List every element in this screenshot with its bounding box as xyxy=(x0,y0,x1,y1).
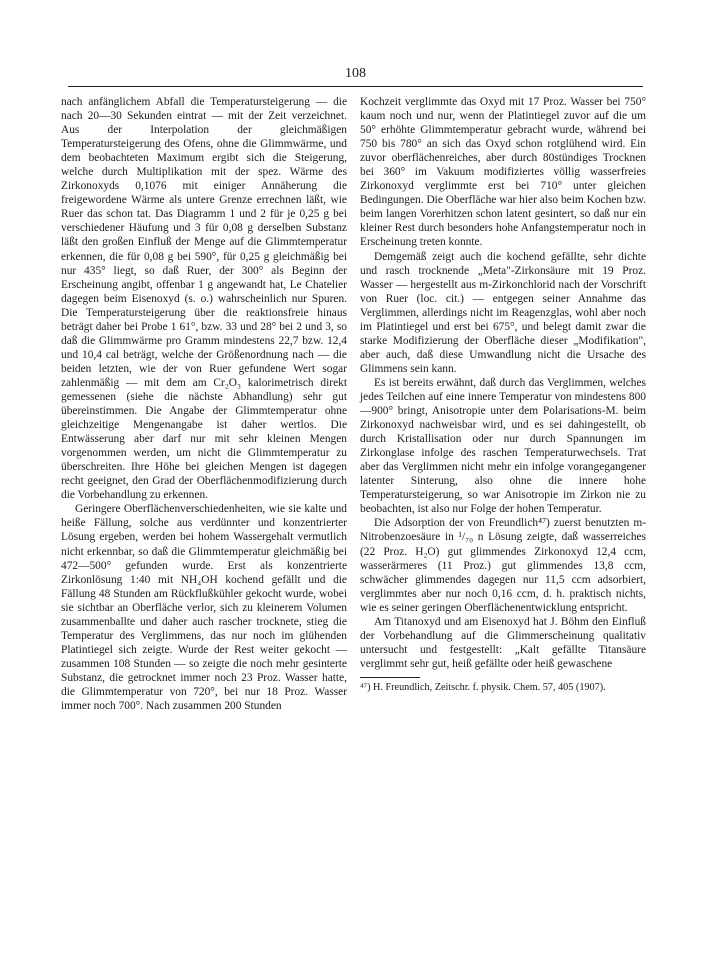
paragraph: Demgemäß zeigt auch die kochend gefällte, sehr dichte und rasch trocknende „Meta"-Zirkonsäure mit 19 Proz. Wasser — hergestellt aus m-Zirkonchlorid nach der Vorschrift von Ruer (loc. cit.) — entgegen seiner Annahme das Verglimmen, allerdings nicht im Reagenzglas, wohl aber noch im Platintiegel und erst bei 675°, und belegt damit zwar die starke Modifizierung der Oberfläche dieser „Modifikation", aber auch, daß diese Umwandlung nicht die Ursache des Glimmens sein kann. xyxy=(360,250,646,375)
page-number: 108 xyxy=(345,66,366,81)
footnote-rule xyxy=(360,677,420,678)
paragraph: Die Adsorption der von Freundlich⁴⁷) zuerst benutzten m-Nitrobenzoesäure in ¹/₇₀ n Lösung zeigte, daß wasserreiches (22 Proz. H₂O) gut glimmendes Zirkonoxyd 12,4 ccm, wasserärmeres (11 Proz.) gut glimmendes 13,8 ccm, schwächer glimmendes dagegen nur 11,5 ccm adsorbiert, verglimmtes aber nur noch 0,16 ccm, d. h. praktisch nichts, wie es seiner geringen Oberflächenentwicklung entspricht. xyxy=(360,517,646,614)
paragraph: Am Titanoxyd und am Eisenoxyd hat J. Böhm den Einfluß der Vorbehandlung auf die Glimmerscheinung qualitativ untersucht und festgestellt: „Kalt gefällte Titansäure verglimmt sehr gut, heiß gefällte oder heiß gewaschene xyxy=(360,615,646,670)
paragraph: Geringere Oberflächenverschiedenheiten, wie sie kalte und heiße Fällung, solche aus verdünnter und konzentrierter Lösung ergeben, werden bei hohem Wassergehalt vermutlich nicht erkennbar, so daß die Glimmtemperatur gleichmäßig bei 472—500° gefunden wurde. Erst als konzentrierte Zirkonlösung 1:40 mit NH₄OH kochend gefällt und die Fällung 48 Stunden am Rückflußkühler gekocht wurde, wobei sie sichtbar an Oberfläche verlor, sich zu kleinerem Volumen zusammenballte und daher auch rascher trocknete, stieg die Temperatur des Verglimmens, das nur noch im glühenden Platintiegel sich zeigte. Wurde der Rest weiter gekocht — zusammen 108 Stunden — so zeigte die noch mehr gesinterte Substanz, die getrocknet immer noch 23 Proz. Wasser hatte, die Glimmtemperatur von 720°, bei nur 18 Proz. Wasser immer noch 700°. Nach zusammen 200 Stunden xyxy=(61,503,347,713)
paragraph: nach anfänglichem Abfall die Temperatursteigerung — die nach 20—30 Sekunden eintrat — mit der Zeit verzeichnet. Aus der Interpolation der gleichmäßigen Temperatursteigerung des Ofens, ohne die Glimmwärme, und dem beobachteten Maximum ergibt sich die Steigerung, welche durch Multiplikation mit der spez. Wärme des Zirkonoxyds 0,1076 mit einiger Annäherung die freigewordene Wärme als untere Grenze errechnen läßt, wie Ruer das schon tat. Das Diagramm 1 und 2 für je 0,25 g bei verschiedener Häufung und 3 für 0,08 g derselben Substanz läßt den großen Einfluß der Menge auf die Glimmtemperatur erkennen, die für 0,08 g bei 590°, für 0,25 g gleichmäßig bei nur 435° liegt, so daß Ruer, der 300° als Beginn der Erscheinung angibt, offenbar 1 g angewandt hat, Le Chatelier dagegen beim Eisenoxyd (s. o.) wahrscheinlich nur Spuren. Die Temperatursteigerung über die reaktionsfreie hinaus beträgt daher bei Probe 1 61°, bzw. 33 und 28° bei 2 und 3, so daß die Glimmwärme pro Gramm mindestens 22,7 bzw. 12,4 und 10,4 cal beträgt, welche der Größenordnung nach — die beiden letzten, wie der von Ruer gefundene Wert sogar zahlenmäßig — mit dem am Cr₂O₃ kalorimetrisch direkt gemessenen (siehe die nächste Abhandlung) sehr gut übereinstimmen. Die Angabe der Glimmtemperatur ohne gleichzeitige Mengenangabe ist daher wertlos. Die Entwässerung aber darf nur mit sehr kleinen Mengen vorgenommen werden, um nicht die Glimmtemperatur zu überschreiten. Ihre Höhe bei gleichen Mengen ist dagegen recht geeignet, den Grad der Oberflächenmodifizierung durch die Vorbehandlung zu erkennen. xyxy=(61,96,347,502)
right-column xyxy=(360,95,646,694)
paragraph: Es ist bereits erwähnt, daß durch das Verglimmen, welches jedes Teilchen auf eine innere Temperatur von mindestens 800—900° bringt, Anisotropie unter dem Polarisations-M. beim Zirkonoxyd nachweisbar wird, und es sei dahingestellt, ob durch Kristallisation oder nur durch Spannungen im Zirkonglase infolge des raschen Temperaturwechsels. Trat aber das Verglimmen nicht mehr ein infolge vorangegangener latenter Sinterung, also ohne die innere hohe Temperatursteigerung, so war Anisotropie im Zirkon nie zu beobachten, ist also nur Folge der hohen Temperatur. xyxy=(360,376,646,516)
footnote: ⁴⁷) H. Freundlich, Zeitschr. f. physik. Chem. 57, 405 (1907). xyxy=(360,681,606,693)
left-column xyxy=(61,95,347,713)
header-rule xyxy=(68,86,643,87)
paragraph: Kochzeit verglimmte das Oxyd mit 17 Proz. Wasser bei 750° kaum noch und nur, wenn der Platintiegel zuvor auf die um 50° erhöhte Glimmtemperatur gebracht wurde, während bei 750 bis 780° an sich das Oxyd schon rotglühend wird. Ein zuvor oberflächenreiches, aber durch 80stündiges Trocknen bei 360° im Vakuum modifiziertes völlig wasserfreies Zirkonoxyd verglimmte erst bei 710° unter gleichen Bedingungen. Die Oberfläche war hier also beim Kochen bzw. beim langen Vorerhitzen schon latent gesintert, so daß nur ein kleiner Rest durch besonders hohe Anfangstemperatur noch in Erscheinung treten konnte. xyxy=(360,96,646,249)
